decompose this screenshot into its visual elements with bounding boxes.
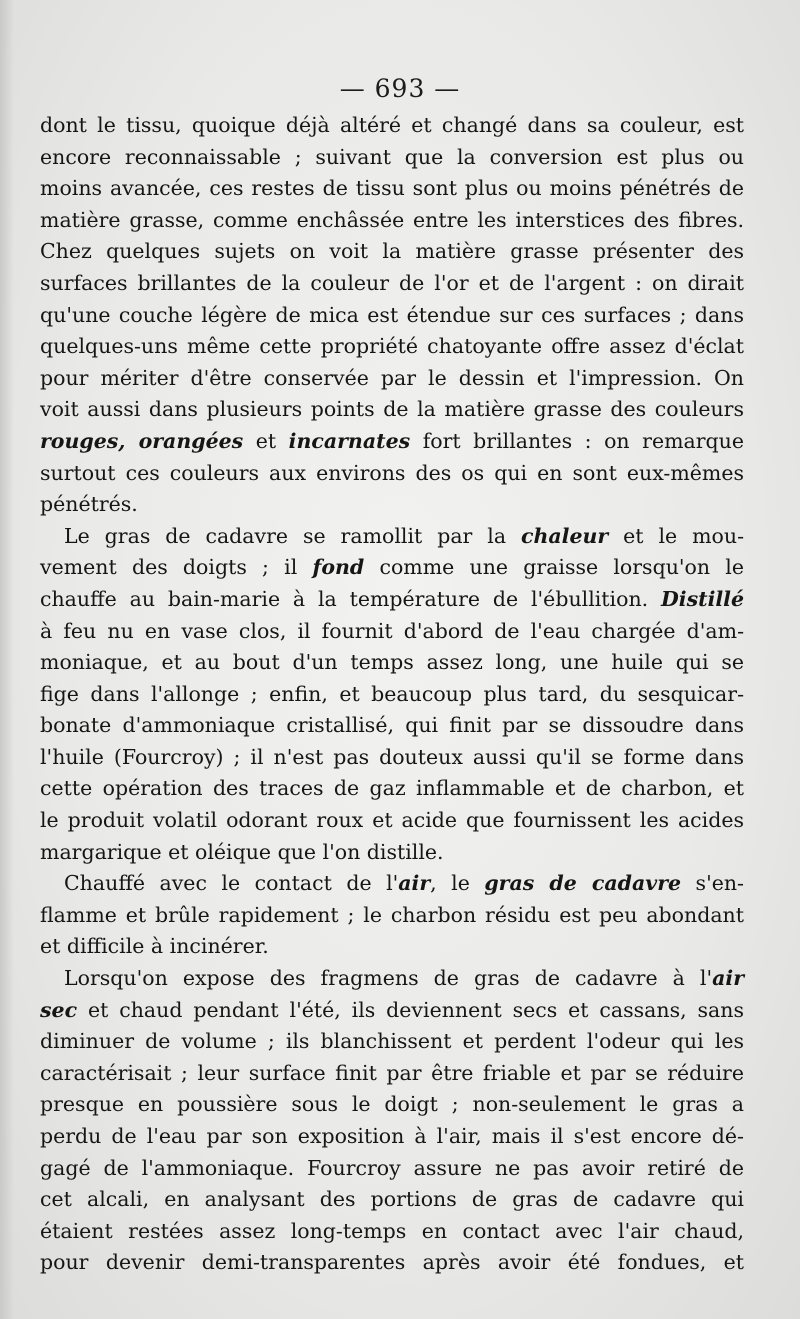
text-line [40, 1184, 744, 1216]
text-line [40, 363, 744, 395]
italic-text-segment: gras de cadavre [484, 871, 682, 896]
text-segment: Chez quelques sujets on voit la matière grasse présenter des [40, 239, 744, 264]
text-line [40, 805, 744, 837]
text-segment: chauffe au bain-marie à la température de l'ébullition. [40, 586, 662, 611]
text-segment: et le mou- [608, 523, 744, 548]
text-segment: presque en poussière sous le doigt ; non-seulement le gras a [40, 1092, 744, 1117]
text-line [40, 900, 744, 932]
text-line [40, 300, 744, 332]
text-line [40, 679, 744, 711]
text-segment: le produit volatil odorant roux et acide que fournissent les acides [40, 808, 744, 833]
italic-text-segment: chaleur [521, 523, 609, 548]
text-segment: encore reconnaissable ; suivant que la conversion est plus ou [40, 144, 744, 169]
text-line [40, 742, 744, 774]
italic-text-segment: Distillé [661, 586, 744, 611]
text-line [40, 1121, 744, 1153]
text-segment: voit aussi dans plusieurs points de la matière grasse des couleurs [40, 397, 744, 422]
text-line [40, 616, 744, 648]
text-line [40, 1026, 744, 1058]
italic-text-segment: air [712, 966, 744, 991]
text-segment: gagé de l'ammoniaque. Fourcroy assure ne pas avoir retiré de [40, 1155, 744, 1180]
text-line [40, 710, 744, 742]
text-line [40, 1247, 744, 1279]
text-line [40, 552, 744, 584]
text-segment: et difficile à incinérer. [40, 934, 269, 959]
text-segment: pénétrés. [40, 492, 138, 517]
text-segment: perdu de l'eau par son exposition à l'air, mais il s'est encore dé- [40, 1124, 744, 1148]
text-segment: bonate d'ammoniaque cristallisé, qui finit par se dissoudre dans [40, 713, 744, 738]
text-segment: , le [430, 871, 485, 896]
text-segment: caractérisait ; leur surface finit par être friable et par se réduire [40, 1060, 744, 1085]
text-segment: fige dans l'allonge ; enfin, et beaucoup plus tard, du sesquicar- [40, 681, 744, 706]
text-segment: moins avancée, ces restes de tissu sont plus ou moins pénétrés de [40, 176, 744, 201]
text-segment: pour mériter d'être conservée par le dessin et l'impression. On [40, 365, 744, 390]
text-line [40, 1089, 744, 1121]
text-segment: surfaces brillantes de la couleur de l'or et de l'argent : on dirait [40, 270, 744, 295]
text-line [40, 647, 744, 679]
text-line [40, 773, 744, 805]
text-segment: fort brillantes : on remarque [410, 428, 744, 453]
text-segment: quelques-uns même cette propriété chatoyante offre assez d'éclat [40, 334, 744, 359]
page-edge-shadow [0, 0, 14, 1319]
text-line [40, 931, 744, 963]
text-line [40, 1058, 744, 1090]
text-segment: et chaud pendant l'été, ils deviennent secs et cassans, sans [77, 997, 744, 1022]
text-line [40, 173, 744, 205]
text-line [40, 394, 744, 426]
text-line [40, 963, 744, 995]
text-segment: moniaque, et au bout d'un temps assez long, une huile qui se [40, 650, 744, 675]
text-line [40, 489, 744, 521]
text-line [40, 236, 744, 268]
text-segment: matière grasse, comme enchâssée entre les interstices des fibres. [40, 207, 744, 232]
text-segment: dont le tissu, quoique déjà altéré et changé dans sa couleur, est [40, 113, 744, 137]
text-segment: et [243, 428, 289, 453]
text-segment: pour devenir demi-transparentes après avoir été fondues, et [40, 1250, 744, 1275]
italic-text-segment: incarnates [288, 428, 411, 453]
text-line [40, 110, 744, 142]
text-line [40, 995, 744, 1027]
text-segment: qu'une couche légère de mica est étendue sur ces surfaces ; dans [40, 302, 744, 327]
page-number: — 693 — [339, 74, 461, 103]
text-segment: margarique et oléique que l'on distille. [40, 839, 444, 864]
text-segment: surtout ces couleurs aux environs des os qui en sont eux-mêmes [40, 460, 744, 485]
text-line [40, 458, 744, 490]
text-line [40, 1153, 744, 1185]
text-line [40, 1216, 744, 1248]
text-line [40, 268, 744, 300]
italic-text-segment: fond [312, 555, 365, 580]
text-line [40, 868, 744, 900]
italic-text-segment: sec [40, 997, 78, 1022]
text-line [40, 331, 744, 363]
text-segment: Le gras de cadavre se ramollit par la [64, 523, 521, 548]
text-segment: s'en- [681, 871, 744, 896]
text-line [40, 205, 744, 237]
text-segment: Lorsqu'on expose des fragmens de gras de cadavre à l' [64, 966, 713, 991]
text-line [40, 837, 744, 869]
italic-text-segment: air [398, 871, 431, 896]
text-segment: cette opération des traces de gaz inflammable et de charbon, et [40, 776, 744, 801]
text-line [40, 426, 744, 458]
text-segment: vement des doigts ; il [40, 555, 313, 580]
text-line [40, 142, 744, 174]
text-line [40, 521, 744, 553]
text-segment: flamme et brûle rapidement ; le charbon résidu est peu abondant [40, 902, 744, 927]
text-segment: Chauffé avec le contact de l' [64, 871, 399, 896]
text-segment: étaient restées assez long-temps en contact avec l'air chaud, [40, 1218, 744, 1243]
body-text [40, 110, 744, 1279]
text-line [40, 584, 744, 616]
text-segment: cet alcali, en analysant des portions de gras de cadavre qui [40, 1187, 744, 1212]
italic-text-segment: rouges, orangées [40, 428, 244, 453]
text-segment: diminuer de volume ; ils blanchissent et perdent l'odeur qui les [40, 1029, 744, 1054]
text-segment: comme une graisse lorsqu'on le [364, 555, 744, 580]
text-segment: l'huile (Fourcroy) ; il n'est pas douteux aussi qu'il se forme dans [40, 744, 744, 769]
text-segment: à feu nu en vase clos, il fournit d'abord de l'eau chargée d'am- [40, 618, 744, 643]
